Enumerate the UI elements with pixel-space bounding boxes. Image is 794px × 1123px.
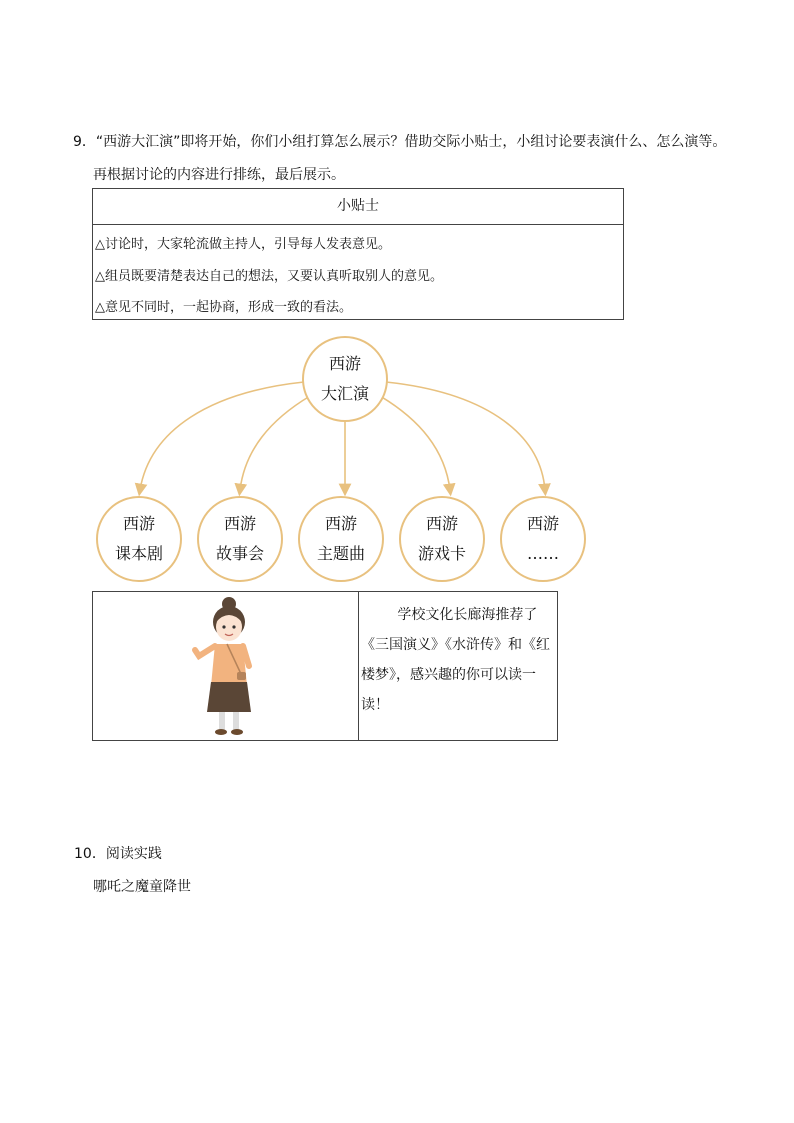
connector-arrow	[140, 382, 304, 490]
tip-item: △讨论时，大家轮流做主持人，引导每人发表意见。	[95, 237, 391, 252]
node-label: 西游	[122, 514, 155, 533]
tip-item: △意见不同时，一起协商，形成一致的看法。	[95, 300, 352, 315]
node-label: ……	[527, 544, 559, 563]
girl-illustration	[189, 594, 269, 738]
node-label: 西游	[425, 514, 458, 533]
mind-map-leaf-node	[96, 496, 182, 582]
mind-map-leaf-node	[399, 496, 485, 582]
node-label: 大汇演	[320, 384, 369, 403]
node-label: 游戏卡	[417, 544, 466, 563]
tips-title: 小贴士	[93, 189, 623, 225]
mind-map-leaf-node	[298, 496, 384, 582]
node-label: 西游	[328, 354, 361, 373]
node-label: 西游	[223, 514, 256, 533]
node-label: 主题曲	[316, 544, 365, 563]
connector-arrow	[380, 396, 450, 490]
node-label: 课本剧	[114, 544, 163, 563]
node-label: 西游	[324, 514, 357, 533]
reading-recommendation-box	[92, 591, 558, 741]
connector-arrow	[240, 396, 310, 490]
recommendation-text: 学校文化长廊海推荐了《三国演义》《水浒传》和《红楼梦》，感兴趣的你可以读一读！	[361, 607, 550, 713]
node-label: 故事会	[215, 544, 264, 563]
tips-box	[92, 188, 624, 320]
question-9-text-continued: 再根据讨论的内容进行排练，最后展示。	[93, 167, 345, 183]
question-9-text: 9．“西游大汇演”即将开始，你们小组打算怎么展示？借助交际小贴士，小组讨论要表演什么、怎么演等。	[73, 134, 727, 150]
mind-map	[90, 330, 600, 590]
question-10-title: 10．阅读实践	[74, 846, 162, 862]
connector-arrow	[386, 382, 545, 490]
node-label: 西游	[526, 514, 559, 533]
tip-item: △组员既要清楚表达自己的想法，又要认真听取别人的意见。	[95, 269, 443, 284]
mind-map-leaf-node	[500, 496, 586, 582]
note-divider	[358, 592, 359, 740]
question-10-subtitle: 哪吒之魔童降世	[93, 879, 191, 895]
mind-map-center-node	[302, 336, 388, 422]
mind-map-leaf-node	[197, 496, 283, 582]
